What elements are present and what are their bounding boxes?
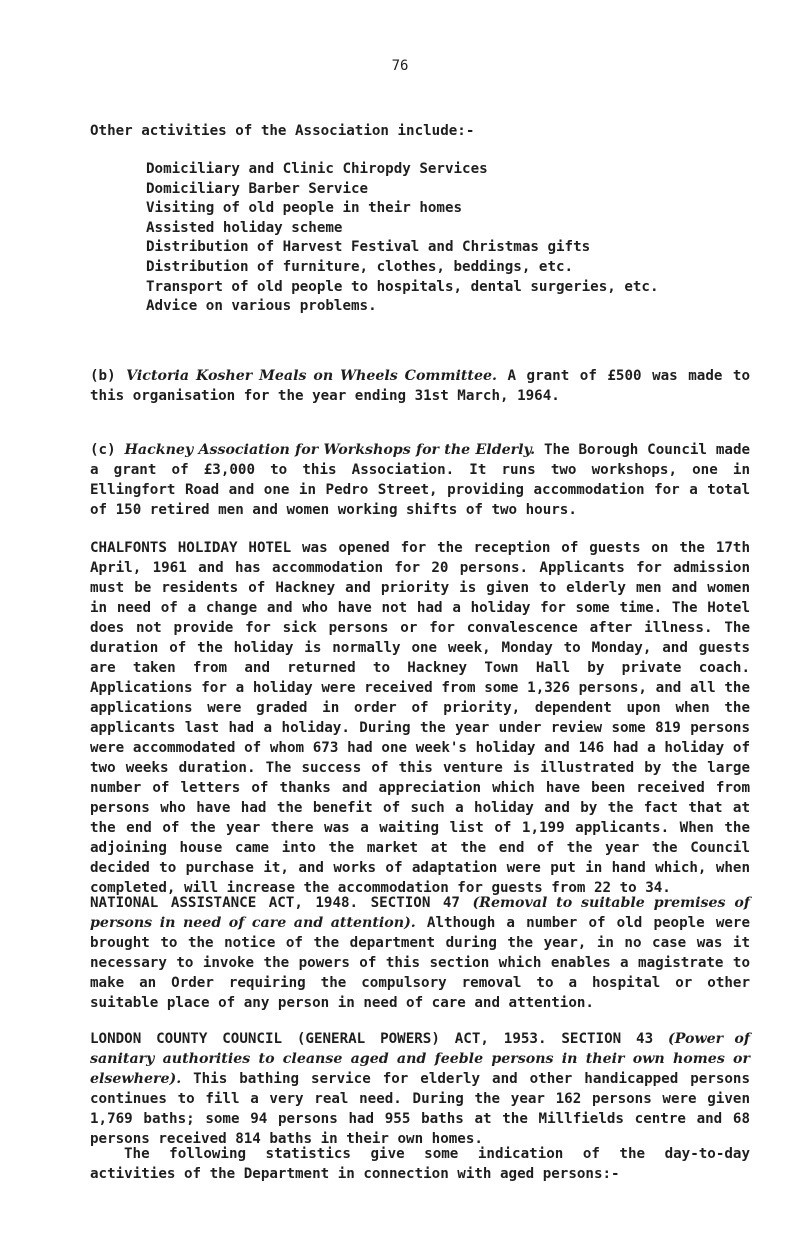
list-item: Visiting of old people in their homes <box>146 200 463 217</box>
list-item: Advice on various problems. <box>146 298 377 315</box>
paragraph-label: (b) <box>90 368 116 384</box>
paragraph-text: Although a number of old people were brought to the notice of the department during the year, in no case was it necessary to invoke the powers of this section which enables a magistrate to make an Order requiring the compulsory removal to a hospital or other suitable place of any person in need of care and attention. <box>90 915 751 1011</box>
section-heading: LONDON COUNTY COUNCIL (GENERAL POWERS) ACT, 1953. SECTION 43 <box>90 1031 654 1047</box>
list-item: Transport of old people to hospitals, dental surgeries, etc. <box>146 278 659 295</box>
list-item: Distribution of Harvest Festival and Christmas gifts <box>146 239 591 256</box>
paragraph-c <box>90 440 750 520</box>
paragraph-title: (Power of sanitary authorities to cleanse aged and feeble persons in their own homes or elsewhere). <box>90 1031 750 1087</box>
list-item: Distribution of furniture, clothes, beddings, etc. <box>146 258 574 275</box>
section-heading: NATIONAL ASSISTANCE ACT, 1948. SECTION 47 <box>90 895 460 911</box>
paragraph-text: This bathing service for elderly and other handicapped persons continues to fill a very real need. During the year 162 persons were given 1,769 baths; some 94 persons had 955 baths at the Millfields centre and 68 persons received 814 baths in their own homes. <box>90 1071 750 1147</box>
list-item: Assisted holiday scheme <box>146 219 343 236</box>
paragraph-title: (Removal to suitable premises of persons in need of care and attention). <box>90 895 750 931</box>
list-item: Domiciliary Barber Service <box>146 180 369 197</box>
paragraph-title: Victoria Kosher Meals on Wheels Committee. <box>126 368 497 384</box>
closing-paragraph: The following statistics give some indication of the day-to-day activities of the Department in connection with aged persons:- <box>90 1146 750 1182</box>
list-item: Domiciliary and Clinic Chiropdy Services <box>146 161 488 177</box>
paragraph-label: (c) <box>90 442 116 458</box>
paragraph-text: A grant of £500 was made to this organisation for the year ending 31st March, 1964. <box>90 368 751 404</box>
paragraph-text: The Borough Council made a grant of £3,000 to this Association. It runs two workshops, one in Ellingfort Road and one in Pedro Street, providing accommodation for a total of 150 retired men and women working shifts of two hours. <box>90 442 751 518</box>
paragraph-title: Hackney Association for Workshops for the Elderly. <box>124 442 536 458</box>
page-number: 76 <box>391 58 409 74</box>
paragraph-b <box>90 366 750 406</box>
intro-line: Other activities of the Association include:- <box>90 123 475 139</box>
lcc-paragraph <box>90 1029 750 1149</box>
activities-list <box>146 160 659 317</box>
chalfonts-paragraph <box>90 538 750 898</box>
national-assistance-paragraph <box>90 893 750 1013</box>
section-heading: CHALFONTS HOLIDAY HOTEL <box>90 540 292 556</box>
paragraph-text: was opened for the reception of guests on the 17th April, 1961 and has accommodation for 20 persons. Applicants for admission must be residents of Hackney and priority is given to elderly men and women in need of a change and who have not had a holiday for some time. The Hotel does not provide for sick persons or for convalescence after illness. The duration of the holiday is normally one week, Monday to Monday, and guests are taken from and returned to Hackney Town Hall by private coach. Applications for a holiday were received from some 1,326 persons, and all the applications were graded in order of priority, dependent upon when the applicants last had a holiday. During the year under review some 819 persons were accommodated of whom 673 had one week's holiday and 146 had a holiday of two weeks duration. The success of this venture is illustrated by the large number of letters of thanks and appreciation which have been received from persons who have had the benefit of such a holiday and by the fact that at the end of the year there was a waiting list of 1,199 applicants. When the adjoining house came into the market at the end of the year the Council decided to purchase it, and works of adaptation were put in hand which, when completed, will increase the accommodation for guests from 22 to 34. <box>90 540 750 896</box>
